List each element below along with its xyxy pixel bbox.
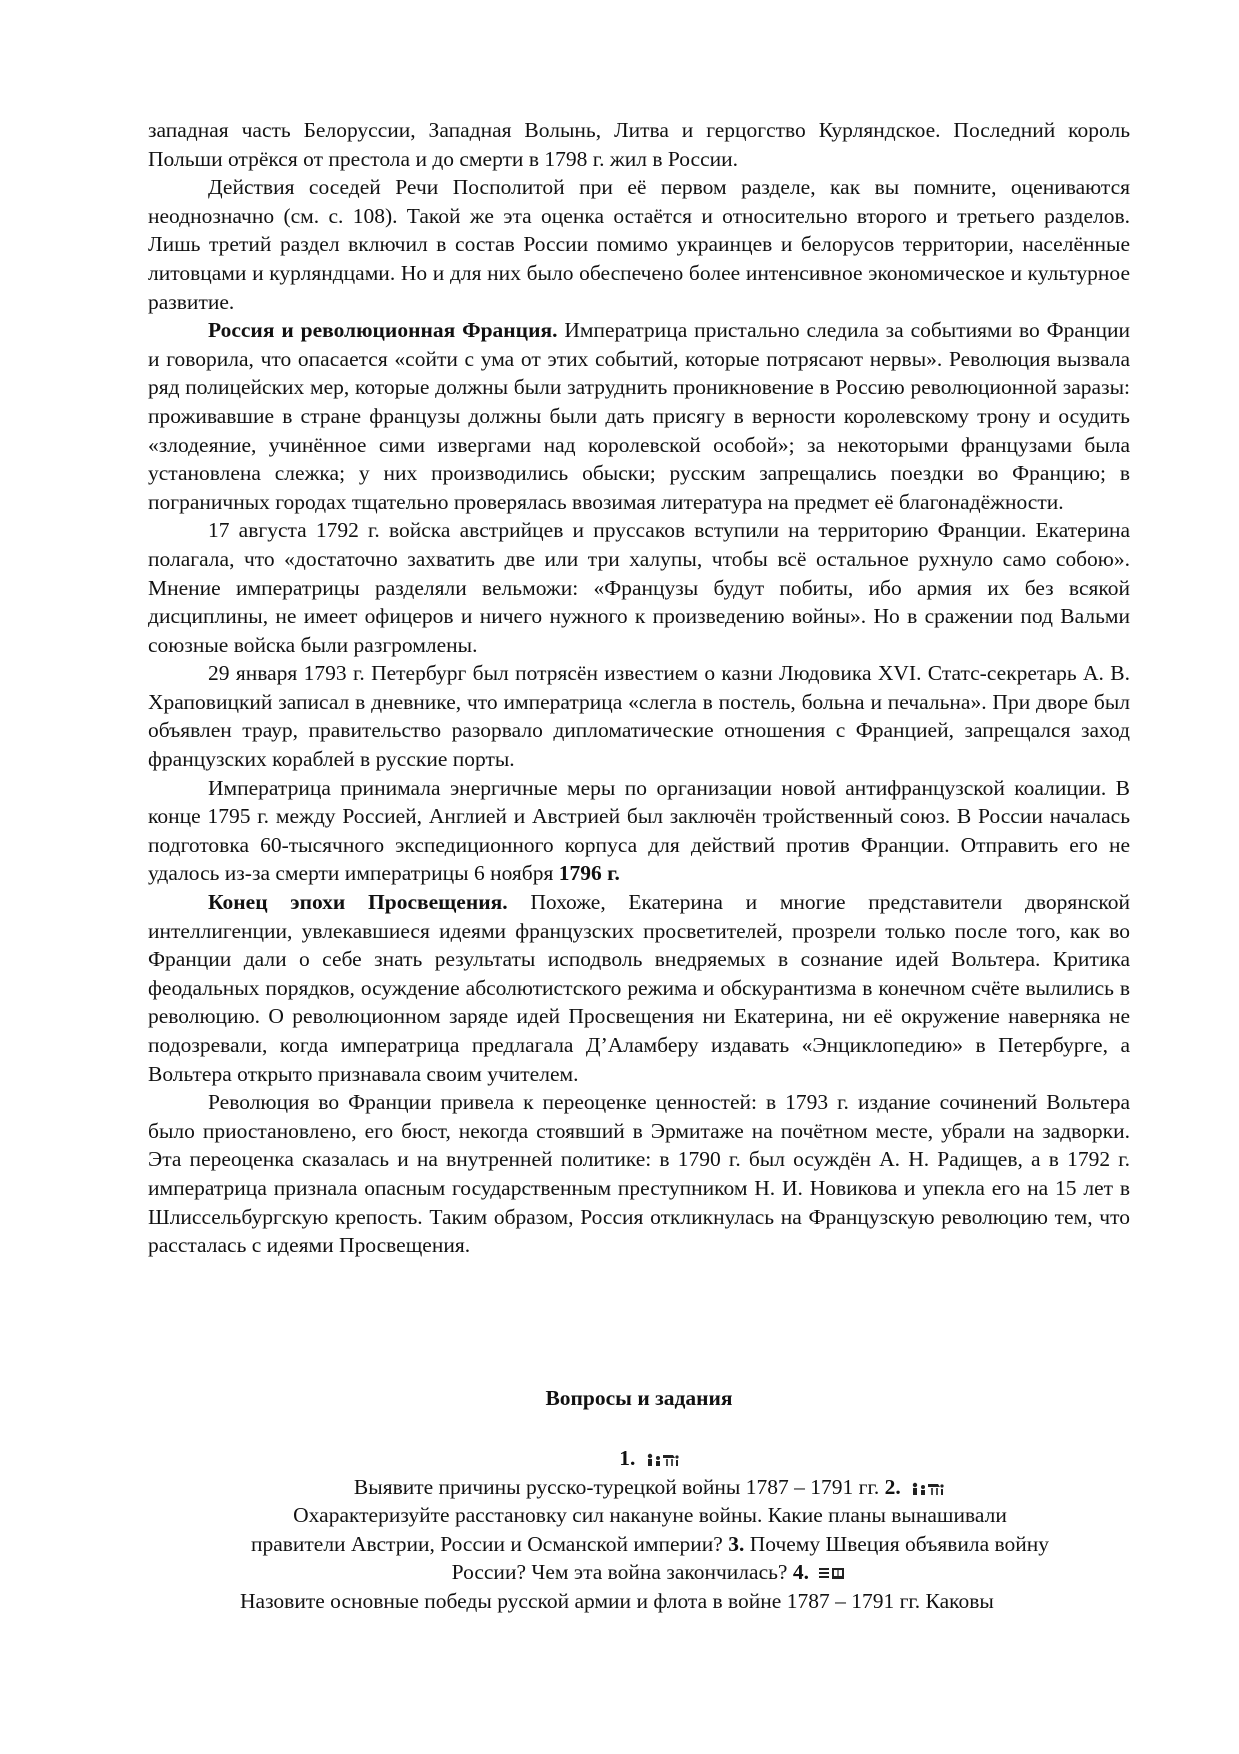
- paragraph-text: Императрица принимала энергичные меры по организации новой антифранцузской коалиции. В конце 1795 г. между Россией, Англией и Австрией был заключён тройственный союз. В России началась подготовка 60-тысячного экспедиционного корпуса для действий против Франции. Отправить его не удалось из-за смерти императрицы 6 ноября: [148, 775, 1130, 886]
- people-discussion-icon: [645, 1452, 679, 1468]
- question-text: Выявите причины русско-турецкой войны 1787 – 1791 гг.: [353, 1474, 880, 1499]
- paragraph: [148, 1088, 1130, 1260]
- paragraph-continuation: [148, 116, 1130, 173]
- paragraph-text: Действия соседей Речи Посполитой при её первом разделе, как вы помните, оцениваются неоднозначно (см. с. 108). Такой же эта оценка остаётся и относительно второго и третьего разделов. Лишь третий раздел включил в состав России помимо украинцев и белорусов территории, населённые литовцами и курляндцами. Но и для них было обеспечено более интенсивное экономическое и культурное развитие.: [148, 175, 1130, 314]
- question-1-header: [170, 1444, 1130, 1473]
- paragraph-text: западная часть Белоруссии, Западная Волынь, Литва и герцогство Курляндское. Последний король Польши отрёкся от престола и до смерти в 1798 г. жил в России.: [148, 118, 1130, 171]
- question-4: [170, 1587, 1130, 1616]
- questions-block: [170, 1444, 1130, 1616]
- question-text: Охарактеризуйте расстановку сил накануне войны. Какие планы вынашивали: [293, 1503, 1007, 1528]
- question-number: 3.: [728, 1531, 745, 1556]
- question-number: 1.: [619, 1446, 636, 1470]
- paragraph-section-enlightenment: [148, 888, 1130, 1088]
- question-text: Назовите основные победы русской армии и флота в войне 1787 – 1791 гг. Каковы: [240, 1588, 994, 1613]
- question-text: Почему Швеция объявила войну: [749, 1531, 1050, 1556]
- section-heading: Россия и революционная Франция.: [208, 318, 558, 343]
- question-1: [170, 1473, 1130, 1502]
- question-number: 4.: [792, 1560, 809, 1585]
- paragraph-text: 17 августа 1792 г. войска австрийцев и пруссаков вступили на территорию Франции. Екатерина полагала, что «достаточно захватить две или три халупы, чтобы всё остальное рухнуло само собою». Мнение императрицы разделяли вельможи: «Французы будут побиты, ибо армия их без всякой дисциплины, не имеет офицеров и ничего нужного к произведению войны». Но в сражении под Вальми союзные войска были разгромлены.: [148, 518, 1130, 657]
- bold-date: 1796 г.: [558, 861, 620, 886]
- paragraph: [148, 774, 1130, 888]
- question-text: правители Австрии, России и Османской империи?: [250, 1531, 723, 1556]
- question-3-cont: [170, 1558, 1130, 1587]
- question-text: России? Чем эта война закончилась?: [451, 1560, 788, 1585]
- paragraph: [148, 516, 1130, 659]
- people-discussion-icon: [910, 1481, 944, 1497]
- paragraph: [148, 173, 1130, 316]
- paragraph-text: Революция во Франции привела к переоценке ценностей: в 1793 г. издание сочинений Вольтера было приостановлено, его бюст, некогда стоявший в Эрмитаже на почётном месте, убрали на задворки. Эта переоценка сказалась и на внутренней политике: в 1790 г. был осуждён А. Н. Радищев, а в 1792 г. императрица признала опасным государственным преступником Н. И. Новикова и упекла его на 15 лет в Шлиссельбургскую крепость. Таким образом, Россия откликнулась на Французскую революцию тем, что рассталась с идеями Просвещения.: [148, 1090, 1130, 1258]
- section-heading: Конец эпохи Просвещения.: [208, 890, 508, 915]
- paragraph-text: Похоже, Екатерина и многие представители дворянской интеллигенции, увлекавшиеся идеями французских просветителей, прозрели только после того, как во Франции дали о себе знать результаты исподволь внедряемых в сознание идей Вольтера. Критика феодальных порядков, осуждение абсолютистского режима и обскурантизма в конечном счёте вылились в революцию. О революционном заряде идей Просвещения ни Екатерина, ни её окружение наверняка не подозревали, когда императрица предлагала Д’Аламберу издавать «Энциклопедию» в Петербурге, а Вольтера открыто признавала своим учителем.: [148, 890, 1130, 1086]
- paragraph: [148, 659, 1130, 773]
- question-2-cont: [170, 1530, 1130, 1559]
- paragraph-section-revolution: [148, 316, 1130, 516]
- paragraph-text: Императрица пристально следила за событиями во Франции и говорила, что опасается «сойти с ума от этих событий, которые потрясают нервы». Революция вызвала ряд полицейских мер, которые должны были затруднить проникновение в Россию революционной заразы: проживавшие в стране французы должны были дать присягу в верности королевскому трону и осудить «злодеяние, учинённое сими извергами над королевской особой»; за некоторыми французами была установлена слежка; у них производились обыски; русским запрещались поездки во Францию; в пограничных городах тщательно проверялась ввозимая литература на предмет её благонадёжности.: [148, 318, 1130, 514]
- body-text: [148, 116, 1130, 1260]
- paragraph-text: 29 января 1793 г. Петербург был потрясён известием о казни Людовика XVI. Статс-секретарь А. В. Храповицкий записал в дневнике, что императрица «слегла в постель, больна и печальна». При дворе был объявлен траур, правительство разорвало дипломатические отношения с Францией, запрещался заход французских кораблей в русские порты.: [148, 661, 1130, 772]
- question-number: 2.: [884, 1474, 901, 1499]
- questions-title: Вопросы и задания: [545, 1386, 733, 1410]
- question-2: [170, 1501, 1130, 1530]
- book-list-icon: [818, 1566, 846, 1582]
